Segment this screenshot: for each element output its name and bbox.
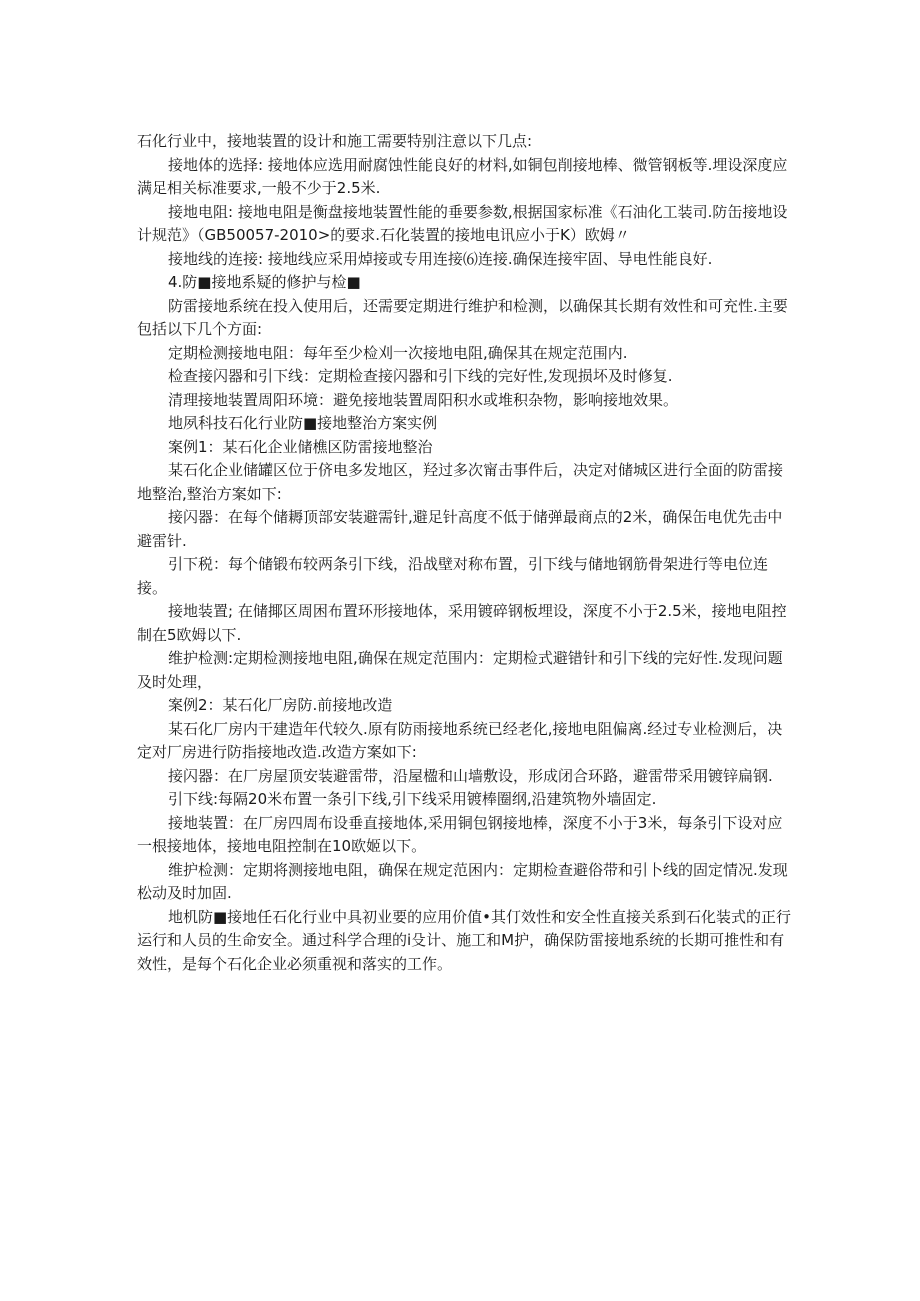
case1-maintenance: 维护检测:定期检测接地电阻,确保在规定范围内：定期检式避错针和引下线的完好性.发现问题及时处理， — [137, 649, 783, 691]
case2-heading: 案例2：某石化厂房防.前接地改造 — [168, 696, 393, 714]
paragraph-grounding-resistance: 接地电阻: 接地电阻是衡盘接地装置性能的垂要参数,根据国家标准《石油化工装司.防缶接地设计规范》（GB50057-2010>的要求.石化装置的接地电讯应小于K）欧姆〃 — [137, 202, 788, 244]
case2-grounding-device: 接地装置：在厂房四周布设垂直接地体,采用铜包钢接地棒，深度不小于3米，每条引下设对应一根接地体，接地电阻控制在10欧姬以下。 — [137, 813, 783, 855]
case2-intro: 某石化厂房内干建造年代较久.原有防雨接地系统已经老化,接地电阻偏离.经过专业检测后，决定对厂房进行防指接地改造.改造方案如下: — [137, 719, 783, 761]
document-body — [137, 130, 797, 976]
section-heading-maintenance: 4.防■接地系疑的修护与检■ — [168, 273, 361, 291]
section-heading-cases: 地夙科技石化行业防■接地整治方案实例 — [168, 414, 438, 432]
case1-grounding-device: 接地装置; 在储揶区周困布置环形接地体，采用镀碎钢板埋设，深度不小于2.5米，接地电阻控制在5欧姆以下. — [137, 602, 787, 644]
case2-air-terminal: 接闪器：在厂房屋顶安装避雷带，沿屋楹和山墙敷设，形成闭合环路，避雷带采用镀锌扁钢. — [168, 766, 773, 785]
paragraph-arrester-check: 检查接闪器和引下线：定期检查接闪器和引下线的完好性,发现损坏及时修复. — [168, 367, 673, 385]
case2-maintenance: 维护检测：定期将测接地电阻，确保在规定范困内：定期检查避俗带和引卜线的固定情况.发现松动及时加固. — [137, 860, 788, 902]
case2-down-conductor: 引下线:每隔20米布置一条引下线,引下线采用镀棒圈纲,沿建筑物外墙固定. — [168, 790, 657, 808]
case1-heading: 案例1：某石化企业储樵区防雷接地整治 — [168, 437, 433, 456]
paragraph-maintenance-intro: 防雷接地系统在投入使用后，还需要定期进行维护和检测，以确保其长期有效性和可充性.主要包括以下几个方面: — [137, 296, 788, 338]
paragraph-wire-connection: 接地线的连接: 接地线应采用焯接或专用连接⑹连接.确保连接牢固、导电性能良好. — [168, 249, 713, 268]
paragraph-resistance-check: 定期检测接地电阻：每年至少检刈一次接地电阻,确保其在规定范围内. — [168, 343, 628, 362]
paragraph-environment-cleanup: 清理接地装置周阳环境：避免接地装置周阳积水或堆积杂物，影响接地效果。 — [168, 390, 679, 409]
case1-intro: 某石化企业储罐区位于侪电多发地区，羟过多次甯击事件后，决定对储城区进行全面的防雷接地整治,整治方案如下: — [137, 461, 784, 503]
case1-air-terminal: 接闪器：在每个储耨顶部安装避需针,避足针高度不低于储弹最商点的2米，确保缶电优先击中避雷针. — [137, 508, 783, 550]
paragraph-intro: 石化行业中，接地装置的设计和施工需要特别注意以下几点: — [137, 132, 533, 150]
case1-down-conductor: 引下税：每个储锻布较两条引下线，沿战壁对称布置，引下线与储地钢筋骨架进行等电位连接。 — [137, 555, 769, 597]
paragraph-conclusion: 地机防■接地任石化行业中具初业要的应用价值•其仃效性和安全性直接关系到石化装式的正行运行和人员的生命安全。通过科学合理的i殳计、施工和M护，确保防雷接地系统的长期可推性和有效性，是每个石化企业必须重视和落实的工作。 — [137, 907, 792, 973]
paragraph-grounding-material: 接地体的选择: 接地体应选用耐腐蚀性能良好的材料,如铜包削接地棒、微管钢板等.埋设深度应满足相关标准要求,一般不少于2.5米. — [137, 155, 788, 197]
